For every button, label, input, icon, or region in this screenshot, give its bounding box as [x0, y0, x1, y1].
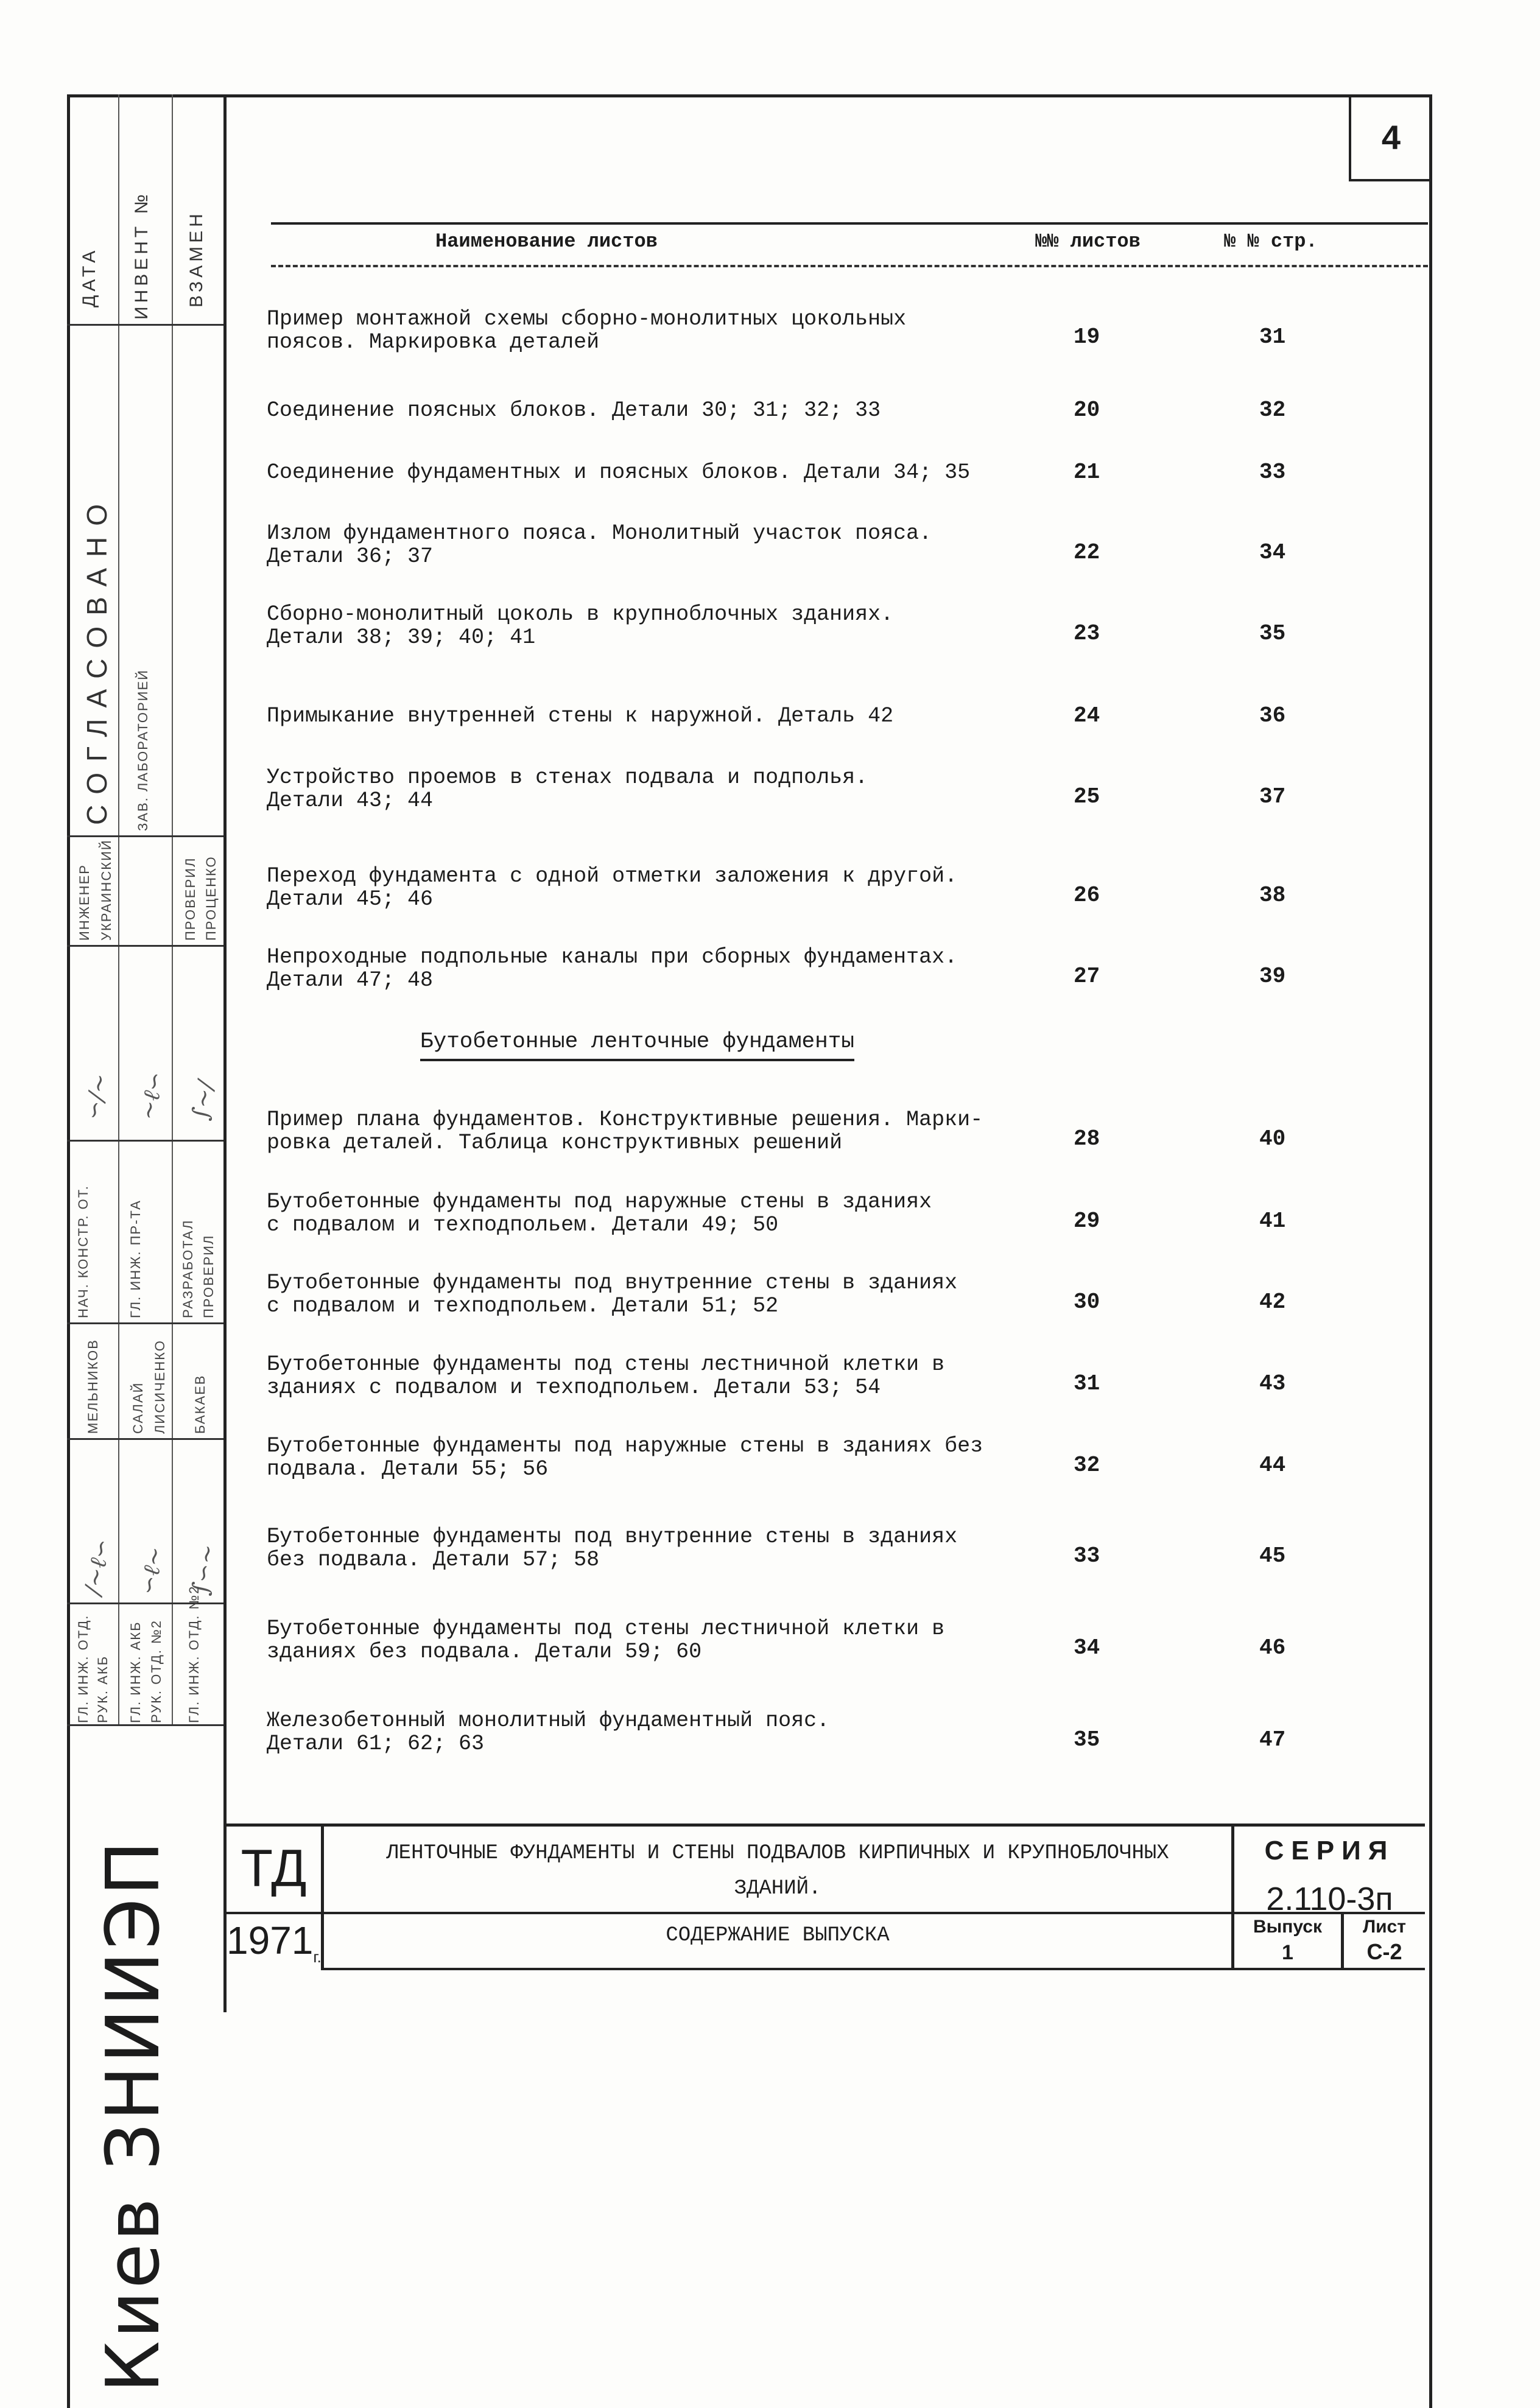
entry-title: Сборно-монолитный цоколь в крупноблочных зданиях. Детали 38; 39; 40; 41 — [267, 602, 894, 650]
entry-title: Бутобетонные фундаменты под наружные стены в зданиях с подвалом и техподпольем. Детали 49; 50 — [267, 1190, 932, 1237]
stamp-series-label: СЕРИЯ — [1264, 1836, 1395, 1866]
entry-sheet: 32 — [1074, 1453, 1100, 1478]
entry-page: 42 — [1259, 1290, 1286, 1315]
column-header-sheets: №№ листов — [1035, 230, 1141, 253]
entry-title: Непроходные подпольные каналы при сборных фундаментах. Детали 47; 48 — [267, 945, 958, 992]
entry-sheet: 33 — [1074, 1543, 1100, 1568]
entry-title: Устройство проемов в стенах подвала и подполья. Детали 43; 44 — [267, 765, 868, 813]
entry-sheet: 20 — [1074, 398, 1100, 423]
sidebar-inv-label: ИНВЕНТ № — [132, 191, 152, 320]
sidebar-role: ПРОВЕРИЛ — [201, 1234, 216, 1318]
stamp-title-line-1: ЛЕНТОЧНЫЕ ФУНДАМЕНТЫ И СТЕНЫ ПОДВАЛОВ КИРПИЧНЫХ И КРУПНОБЛОЧНЫХ — [386, 1842, 1169, 1865]
sidebar-role: ГЛ. ИНЖ. ПР-ТА — [128, 1199, 143, 1318]
sidebar-role: РАЗРАБОТАЛ — [180, 1219, 195, 1318]
entry-sheet: 26 — [1074, 883, 1100, 908]
header-rule — [271, 222, 1428, 225]
stamp-title — [324, 1836, 1231, 1906]
entry-title: Бутобетонные фундаменты под внутренние стены в зданиях без подвала. Детали 57; 58 — [267, 1525, 958, 1572]
entry-page: 46 — [1259, 1635, 1286, 1660]
stamp-title-line-2: ЗДАНИЙ. — [734, 1877, 821, 1900]
sidebar-role: НАЧ. КОНСТР. ОТ. — [76, 1185, 91, 1318]
approval-sidebar — [67, 94, 227, 2012]
entry-title: Пример монтажной схемы сборно-монолитных цокольных поясов. Маркировка деталей — [267, 307, 907, 354]
entry-sheet: 24 — [1074, 703, 1100, 728]
sidebar-person: БАКАЕВ — [192, 1374, 208, 1434]
stamp-year — [227, 1918, 321, 1967]
stamp-year-suffix: г. — [313, 1947, 322, 1966]
entry-page: 38 — [1259, 883, 1286, 908]
entry-page: 44 — [1259, 1453, 1286, 1478]
entry-title: Примыкание внутренней стены к наружной. Деталь 42 — [267, 704, 894, 728]
signature: ∫∼∕ — [186, 1078, 220, 1122]
sidebar-person: САЛАЙ — [130, 1381, 146, 1434]
entry-sheet: 28 — [1074, 1126, 1100, 1151]
entry-page: 41 — [1259, 1209, 1286, 1234]
entry-sheet: 25 — [1074, 784, 1100, 809]
entry-title: Бутобетонные фундаменты под стены лестничной клетки в зданиях без подвала. Детали 59; 60 — [267, 1616, 945, 1664]
entry-page: 45 — [1259, 1543, 1286, 1568]
sidebar-roles-block — [67, 1142, 223, 1324]
stamp-subtitle: СОДЕРЖАНИЕ ВЫПУСКА — [666, 1924, 890, 1947]
sidebar-agreed-label: СОГЛАСОВАНО — [81, 493, 113, 825]
stamp-code: ТД — [241, 1839, 307, 1898]
signature: ∼ℓ∽ — [134, 1069, 169, 1122]
page-number: 4 — [1349, 96, 1431, 181]
entry-sheet: 19 — [1074, 325, 1100, 349]
entry-page: 34 — [1259, 540, 1286, 565]
sidebar-roles-block-2 — [67, 1585, 223, 1726]
entry-sheet: 30 — [1074, 1290, 1100, 1315]
entry-page: 36 — [1259, 703, 1286, 728]
entry-page: 39 — [1259, 964, 1286, 989]
entry-sheet: 31 — [1074, 1371, 1100, 1396]
signature: ∽ℓ∼ — [134, 1544, 169, 1597]
entry-page: 33 — [1259, 460, 1286, 485]
sidebar-vzamen-label: ВЗАМЕН — [186, 210, 206, 307]
entry-title: Излом фундаментного пояса. Монолитный участок пояса. Детали 36; 37 — [267, 521, 932, 569]
column-header-pages: № № стр. — [1224, 230, 1318, 253]
sidebar-role: РУК. АКБ — [95, 1655, 110, 1723]
title-block — [227, 1824, 1425, 1970]
entry-sheet: 21 — [1074, 460, 1100, 485]
entry-title: Соединение фундаментных и поясных блоков. Детали 34; 35 — [267, 460, 971, 485]
sidebar-date-label: ДАТА — [79, 247, 99, 307]
entry-page: 31 — [1259, 325, 1286, 349]
sidebar-names-block-1 — [67, 837, 223, 947]
stamp-issue-label: Выпуск — [1253, 1917, 1323, 1937]
section-heading: Бутобетонные ленточные фундаменты — [420, 1029, 854, 1061]
sidebar-person: ПРОЦЕНКО — [203, 855, 219, 941]
page-frame — [67, 94, 1432, 2408]
entry-sheet: 23 — [1074, 621, 1100, 646]
column-header-name: Наименование листов — [435, 230, 658, 253]
entry-sheet: 35 — [1074, 1727, 1100, 1752]
signature: ∕∼ℓ∽ — [79, 1537, 116, 1597]
entry-page: 47 — [1259, 1727, 1286, 1752]
stamp-issue-value: 1 — [1282, 1941, 1293, 1964]
sidebar-role: ГЛ. ИНЖ. АКБ — [128, 1621, 143, 1723]
entry-page: 35 — [1259, 621, 1286, 646]
sidebar-role: ИНЖЕНЕР — [77, 864, 92, 941]
stamp-sheet-value: С-2 — [1366, 1939, 1402, 1964]
sidebar-lab-label: ЗАВ. ЛАБОРАТОРИЕЙ — [135, 669, 150, 831]
sidebar-signatures-block-2 — [67, 1440, 223, 1604]
sidebar-signatures-block-1 — [67, 947, 223, 1142]
sidebar-role: ГЛ. ИНЖ. ОТД. — [76, 1614, 91, 1723]
entry-title: Пример плана фундаментов. Конструктивные решения. Марки- ровка деталей. Таблица конструктивных решений — [267, 1107, 983, 1155]
entry-title: Переход фундамента с одной отметки заложения к другой. Детали 45; 46 — [267, 864, 958, 911]
entry-title: Соединение поясных блоков. Детали 30; 31; 32; 33 — [267, 398, 881, 423]
sidebar-role: РУК. ОТД. №2 — [149, 1620, 164, 1723]
entry-title: Бутобетонные фундаменты под внутренние стены в зданиях с подвалом и техподпольем. Детали 51; 52 — [267, 1271, 958, 1318]
entry-title: Железобетонный монолитный фундаментный пояс. Детали 61; 62; 63 — [267, 1708, 830, 1756]
organization-name: Киев ЗНИИЭП — [91, 1838, 176, 2393]
sidebar-person: УКРАИНСКИЙ — [99, 839, 114, 941]
entry-sheet: 34 — [1074, 1635, 1100, 1660]
sidebar-role: ГЛ. ИНЖ. ОТД. №2 — [186, 1585, 202, 1723]
entry-page: 40 — [1259, 1126, 1286, 1151]
header-dashed-rule — [271, 265, 1428, 267]
sidebar-names-block-2 — [67, 1324, 223, 1440]
sidebar-person: МЕЛЬНИКОВ — [85, 1339, 100, 1434]
sidebar-top-block — [67, 94, 223, 326]
entry-page: 43 — [1259, 1371, 1286, 1396]
entry-sheet: 27 — [1074, 964, 1100, 989]
sidebar-person: ЛИСИЧЕНКО — [152, 1339, 167, 1434]
stamp-year-value: 1971 — [227, 1918, 314, 1962]
stamp-sheet-label: Лист — [1363, 1917, 1406, 1937]
sidebar-role: ПРОВЕРИЛ — [183, 857, 198, 941]
stamp-series-value: 2.110-3п — [1266, 1881, 1393, 1917]
signature: ∽∕∼ — [79, 1071, 114, 1122]
sidebar-agreed-block — [67, 326, 223, 837]
entry-sheet: 22 — [1074, 540, 1100, 565]
entry-title: Бутобетонные фундаменты под наружные стены в зданиях без подвала. Детали 55; 56 — [267, 1434, 983, 1481]
signature: ∫∽∼ — [186, 1542, 222, 1597]
entry-sheet: 29 — [1074, 1209, 1100, 1234]
entry-page: 37 — [1259, 784, 1286, 809]
entry-title: Бутобетонные фундаменты под стены лестничной клетки в зданиях с подвалом и техподпольем. Детали 53; 54 — [267, 1352, 945, 1400]
entry-page: 32 — [1259, 398, 1286, 423]
